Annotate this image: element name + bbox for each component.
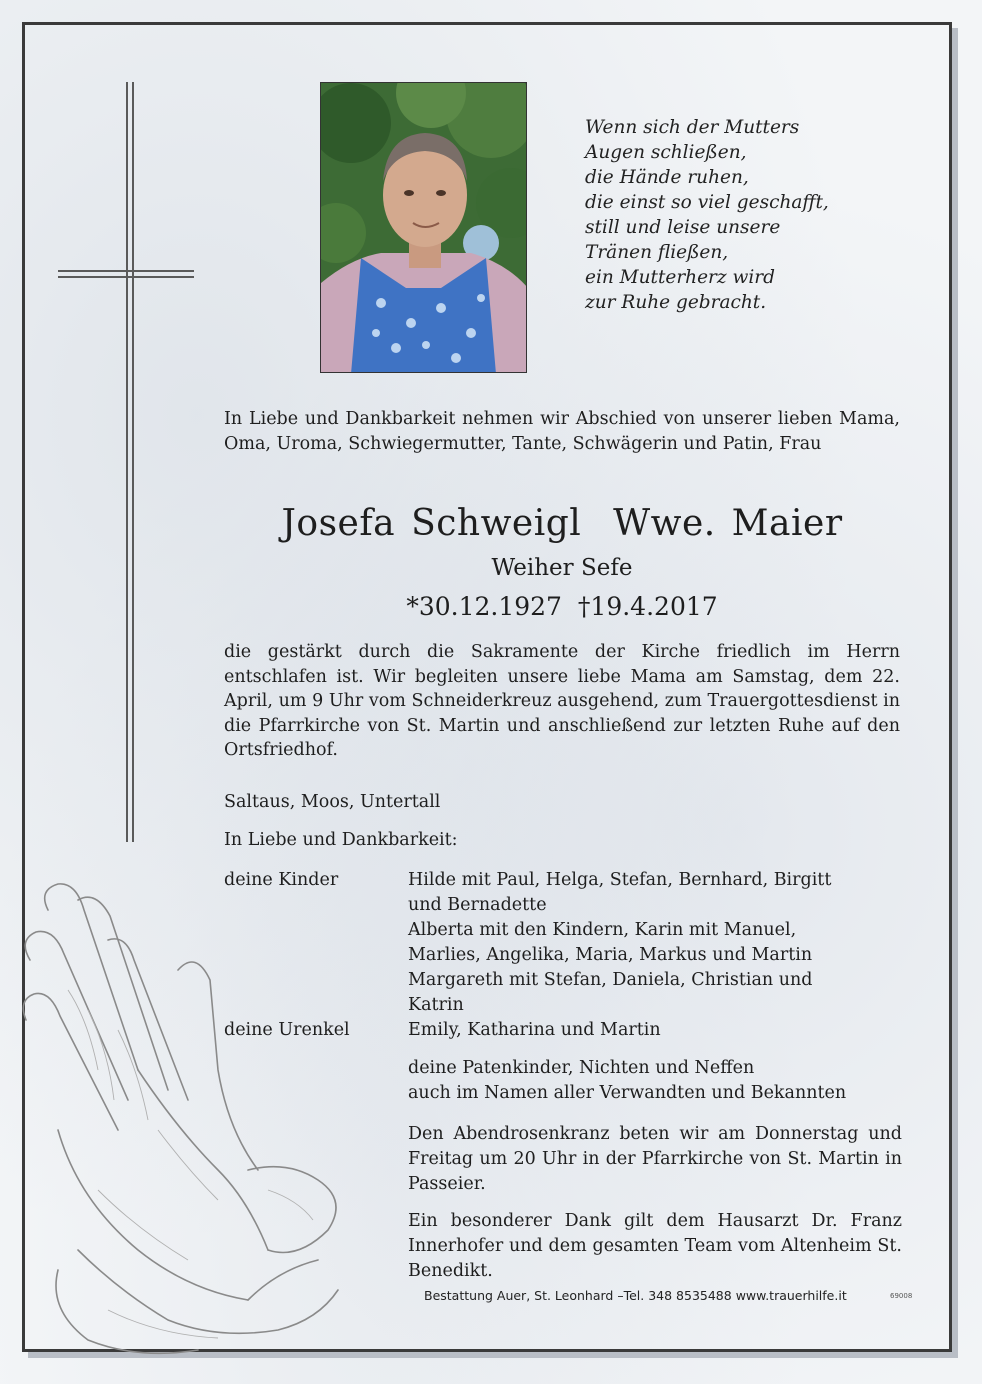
- poem-line: die Hände ruhen,: [585, 167, 749, 188]
- children-label: deine Kinder: [224, 870, 339, 890]
- children-list: [408, 868, 878, 1018]
- relatives-line: auch im Namen aller Verwandten und Bekannten: [408, 1083, 847, 1103]
- announcement-text: die gestärkt durch die Sakramente der Kirche friedlich im Herrn entschlafen ist. Wir begleiten unsere liebe Mama am Samstag, dem 22. April, um 9 Uhr vom Schneiderkreuz ausgehend, zum Trauergottesdienst in die Pfarrkirche von St. Martin und anschließend zur letzten Ruhe auf den Ortsfriedhof.: [224, 642, 900, 760]
- poem-line: ein Mutterherz wird: [585, 267, 775, 288]
- death-date: †19.4.2017: [577, 592, 718, 621]
- footer-text: Bestattung Auer, St. Leonhard –Tel. 348 8535488 www.trauerhilfe.it: [424, 1288, 847, 1303]
- praying-hands-illustration: [18, 870, 378, 1360]
- place-names: Saltaus, Moos, Untertall: [224, 792, 441, 812]
- portrait-photo: [320, 82, 527, 373]
- relatives-line: deine Patenkinder, Nichten und Neffen: [408, 1058, 755, 1078]
- poem-line: zur Ruhe gebracht.: [585, 292, 767, 313]
- children-line: Katrin: [408, 995, 464, 1015]
- poem-line: die einst so viel geschafft,: [585, 192, 829, 213]
- poem: [585, 115, 915, 315]
- thanks-heading: In Liebe und Dankbarkeit:: [224, 830, 458, 850]
- birth-date: *30.12.1927: [406, 592, 562, 621]
- poem-line: still und leise unsere: [585, 217, 781, 238]
- intro-text: In Liebe und Dankbarkeit nehmen wir Abschied von unserer lieben Mama, Oma, Uroma, Schwiegermutter, Tante, Schwägerin und Patin, Frau: [224, 409, 900, 454]
- children-line: Hilde mit Paul, Helga, Stefan, Bernhard, Birgitt: [408, 870, 832, 890]
- great-grandchildren-label: deine Urenkel: [224, 1020, 350, 1040]
- footer-code: 69008: [890, 1292, 913, 1300]
- rosary-text: Den Abendrosenkranz beten wir am Donnerstag und Freitag um 20 Uhr in der Pfarrkirche von St. Martin in Passeier.: [408, 1124, 902, 1194]
- poem-line: Tränen fließen,: [585, 242, 729, 263]
- relatives-list: [408, 1056, 878, 1106]
- deceased-name: Josefa Schweigl Wwe. Maier: [281, 503, 843, 544]
- children-line: Margareth mit Stefan, Daniela, Christian und: [408, 970, 813, 990]
- life-dates: [224, 590, 900, 624]
- great-grandchildren-list: Emily, Katharina und Martin: [408, 1020, 661, 1040]
- children-line: Marlies, Angelika, Maria, Markus und Martin: [408, 945, 813, 965]
- gratitude-text: Ein besonderer Dank gilt dem Hausarzt Dr. Franz Innerhofer und dem gesamten Team vom Altenheim St. Benedikt.: [408, 1211, 902, 1281]
- deceased-nickname: Weiher Sefe: [491, 555, 633, 581]
- children-line: Alberta mit den Kindern, Karin mit Manuel,: [408, 920, 797, 940]
- poem-line: Wenn sich der Mutters: [585, 117, 800, 138]
- children-line: und Bernadette: [408, 895, 547, 915]
- poem-line: Augen schließen,: [585, 142, 747, 163]
